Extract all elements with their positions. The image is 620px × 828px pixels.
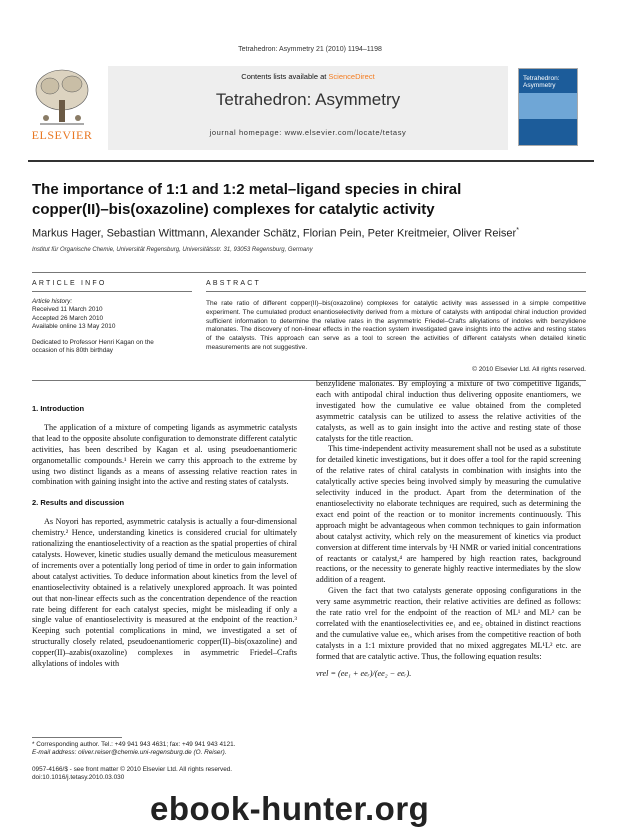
accepted-date: Accepted 26 March 2010 bbox=[32, 314, 104, 322]
sciencedirect-link[interactable]: ScienceDirect bbox=[328, 72, 375, 81]
abstract-text: The rate ratio of different copper(II)–bis(oxazoline) complexes for catalytic activity was assessed in a simple competitive experiment. The cumulated product enantioselectivity derived from a mixture of catalysts with antipodal chiral induction provided sufficient information to determine the relative rates in the asymmetric Friedel–Crafts alkylations of indoles with benzylidene malonates. The discovery of non-linear effects in the reaction system investigated gave insights into the active and resting states of the catalysts. This approach can serve as a tool to screen the activities of different catalysts when detailed kinetic measurements are not suggestive. bbox=[206, 300, 586, 351]
contents-line bbox=[108, 72, 508, 81]
online-date: Available online 13 May 2010 bbox=[32, 322, 116, 330]
cover-band bbox=[519, 93, 577, 119]
email-note[interactable]: E-mail address: oliver.reiser@chemie.uni-regensburg.de (O. Reiser). bbox=[32, 749, 227, 756]
rate-equation: vrel = (ee₁ + eeᵣ)/(ee₂ − eeᵣ). bbox=[316, 668, 412, 678]
dedication-line-1: Dedicated to Professor Henri Kagan on the bbox=[32, 339, 154, 347]
watermark-text: ebook-hunter.org bbox=[150, 790, 430, 827]
elsevier-tree-icon bbox=[34, 68, 90, 128]
cover-title bbox=[523, 75, 560, 89]
right-paragraph-3: Given the fact that two catalysts generate opposing configurations in the very same asymmetric reaction, their relative activities are defined as follows: the rate ratio vrel for the endpoint of the reaction of ML¹ and ML² can be correlated with the enantioselectivities ee₁ and ee₂ obtained in distinct reactions and the cumulative value eeᵣ, which arises from the competitive reaction of both catalysts in a 1:1 mixture provided that no mixed aggregates ML¹L² etc. are formed that are catalytic active. Thus, the following equation results: bbox=[316, 586, 581, 661]
journal-citation: Tetrahedron: Asymmetry 21 (2010) 1194–1198 bbox=[238, 46, 382, 53]
journal-cover-image bbox=[518, 68, 578, 146]
front-matter-footer bbox=[32, 766, 312, 782]
abstract-copyright: © 2010 Elsevier Ltd. All rights reserved. bbox=[472, 366, 586, 373]
title-line-1: The importance of 1:1 and 1:2 metal–ligand species in chiral bbox=[32, 181, 462, 198]
left-column bbox=[32, 404, 297, 670]
title-line-2: copper(II)–bis(oxazoline) complexes for catalytic activity bbox=[32, 201, 435, 218]
results-paragraph: As Noyori has reported, asymmetric catalysis is actually a four-dimensional chemistry.² Hence, understanding kinetics is considered crucial for ultimately rationalizing the enantioselectivity of a reaction as the spatial properties of chiral catalysts. However, kinetic studies usually demand the meticulous measurement of increments over a potentially long period of time in order to gain information about catalyst activities. To deduce information about kinetics from the level of enantioselectivity obtained is a relatively unexplored approach. It was pointed out that non-linear effects such as the concentration dependence of the reaction rate being different for each catalyst species, might be misleading if only a single value of enantioselectivity is measured at the endpoint of the reaction.³ Keeping such potential complications in mind, we investigated a set of structurally closely related, pseudoenantiomeric copper(II)–bis(oxazoline) and copper(II)–azabis(oxazoline) complexes in asymmetric Friedel–Crafts alkylations of indoles with bbox=[32, 517, 297, 669]
received-date: Received 11 March 2010 bbox=[32, 306, 103, 314]
header-center bbox=[108, 66, 508, 150]
section-introduction-heading: 1. Introduction bbox=[32, 404, 85, 413]
footnote bbox=[32, 741, 302, 757]
cover-title-1: Tetrahedron: bbox=[523, 75, 560, 82]
journal-header bbox=[28, 66, 594, 158]
journal-homepage-link[interactable]: journal homepage: www.elsevier.com/locate/tetasy bbox=[209, 128, 407, 137]
article-title bbox=[32, 180, 572, 220]
doi-link[interactable]: doi:10.1016/j.tetasy.2010.03.030 bbox=[32, 774, 125, 781]
footnote-rule bbox=[32, 737, 122, 738]
info-rule bbox=[32, 291, 192, 292]
elsevier-logo bbox=[28, 66, 96, 150]
right-paragraph-2: This time-independent activity measurement shall not be used as a substitute for detailed kinetic investigations, but it does offer a tool for the rapid screening of the relative rates of chiral catalysts in combination with insights into the catalytically active species being involved simply by measuring the cumulative selectivity induced in the product. Apart from the determination of the enantioselectivity no elaborate techniques are required, such as determining the exact end point of the reaction or to monitor increments continuously. This approach might be advantageous when common techniques to gain information about catalyst activity, which rely on the measurement of kinetics via product conversion at different time intervals by ¹H NMR or varied initial concentrations of reactants or catalyst,⁴ are hampered by high reaction rates, background reactions, or the necessity to generate highly reactive intermediates by the slow addition of a reagent. bbox=[316, 444, 581, 585]
intro-paragraph: The application of a mixture of competing ligands as asymmetric catalysts that lead to the opposite absolute configuration to demonstrate different catalytic activities, has been described by Kagan et al. using pseudoenantiomeric organometallic compounds.¹ Herein we carry this approach to the extreme by using two distinct ligands as a means of assessing relative reaction rates in combination with gaining insight into the active and resting states of catalysts. bbox=[32, 422, 297, 487]
abstract-rule bbox=[206, 291, 586, 292]
journal-name: Tetrahedron: Asymmetry bbox=[215, 90, 401, 109]
history-label: Article history: bbox=[32, 298, 73, 305]
authors-text: Markus Hager, Sebastian Wittmann, Alexander Schätz, Florian Pein, Peter Kreitmeier, Oliver Reiser bbox=[32, 227, 517, 240]
info-top-rule bbox=[32, 272, 586, 273]
article-history bbox=[32, 298, 197, 356]
article-info-heading: ARTICLE INFO bbox=[32, 280, 107, 287]
abstract-heading: ABSTRACT bbox=[206, 280, 261, 287]
author-list bbox=[32, 227, 592, 240]
right-paragraph-1: benzylidene malonates. By employing a mixture of two competitive ligands, each with antipodal chiral induction thus delivering opposite enantiomers, we investigated how the cumulative ee value obtained from the completed asymmetric catalysis can be utilized to assess the relative activities of the catalysts, as well as to gain insight into the active and resting state of those catalysts for the title reaction. bbox=[316, 379, 581, 443]
corresponding-author-mark[interactable]: * bbox=[516, 227, 519, 234]
header-rule bbox=[28, 160, 594, 162]
affiliation: Institut für Organische Chemie, Universität Regensburg, Universitätsstr. 31, 93053 Regensburg, Germany bbox=[32, 247, 313, 253]
right-column bbox=[316, 379, 581, 679]
section-results-heading: 2. Results and discussion bbox=[32, 498, 125, 508]
elsevier-wordmark: ELSEVIER bbox=[31, 128, 93, 142]
corresponding-author-note: * Corresponding author. Tel.: +49 941 943 4631; fax: +49 941 943 4121. bbox=[32, 741, 236, 748]
contents-prefix: Contents lists available at bbox=[241, 72, 329, 81]
cover-title-2: Asymmetry bbox=[523, 82, 556, 89]
issn-line: 0957-4166/$ - see front matter © 2010 Elsevier Ltd. All rights reserved. bbox=[32, 766, 233, 773]
dedication-line-2: occasion of his 80th birthday bbox=[32, 347, 113, 355]
